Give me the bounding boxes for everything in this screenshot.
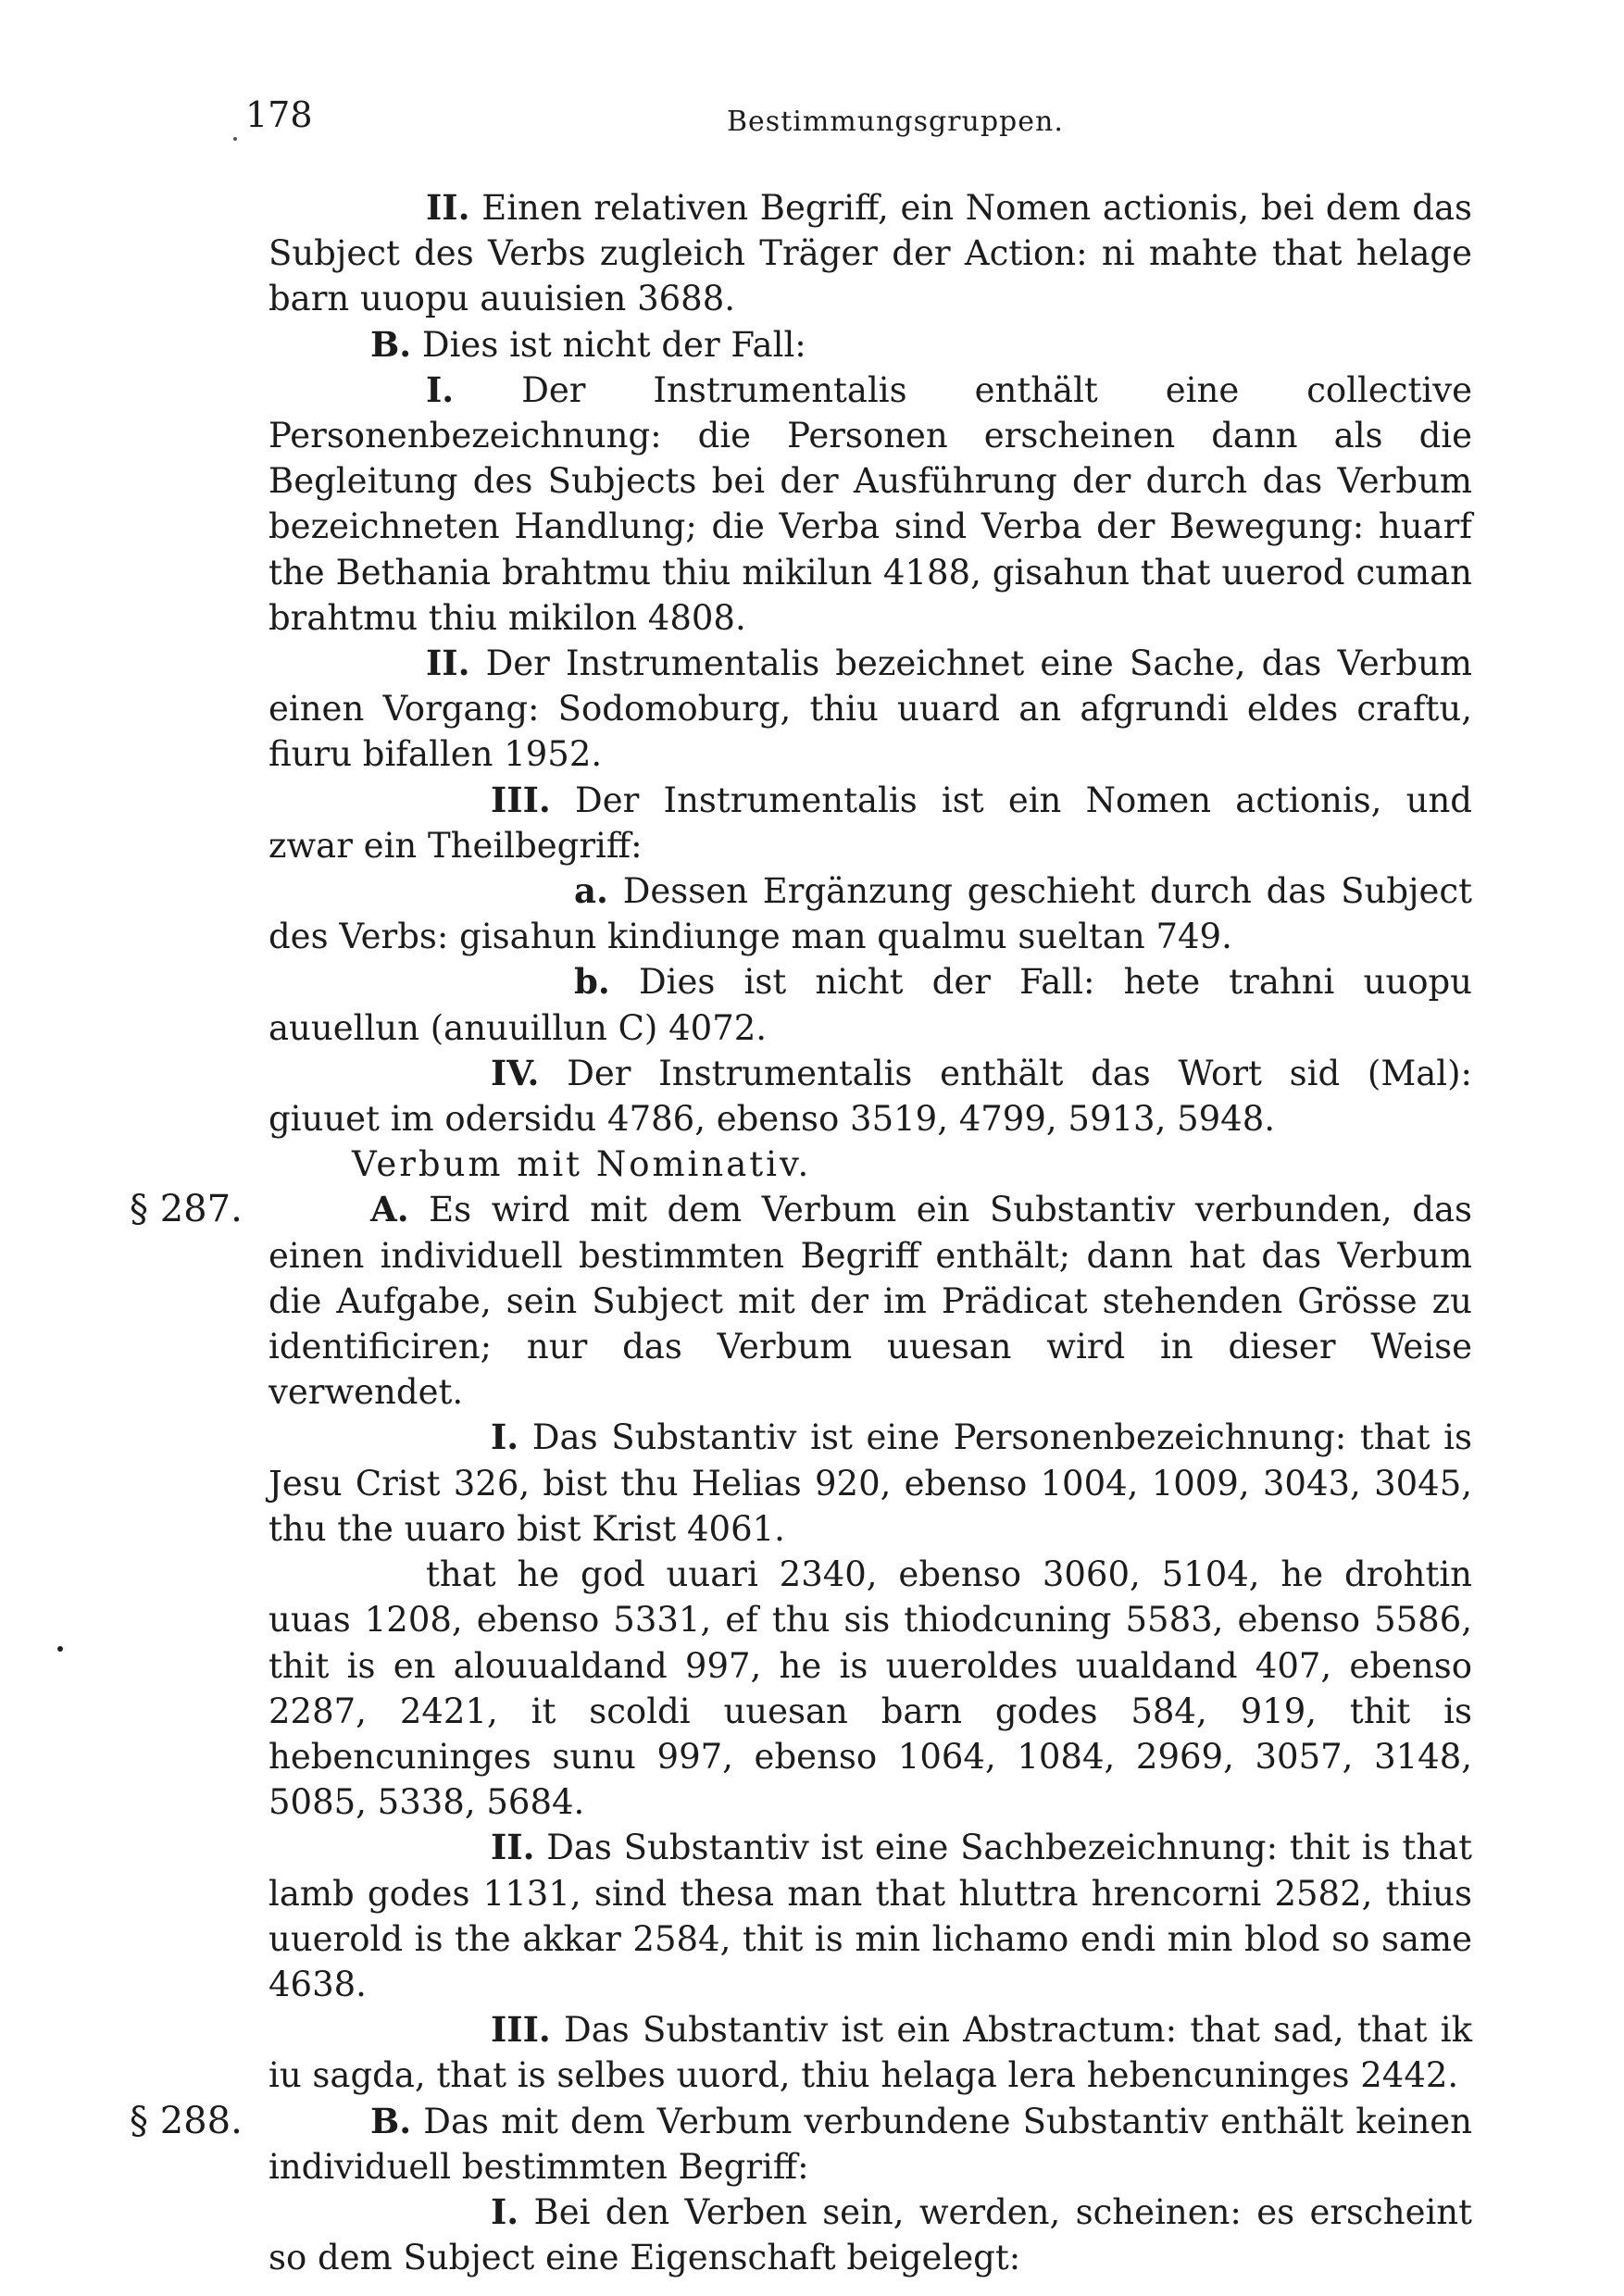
paragraph-text: Das mit dem Verbum verbundene Substantiv enthält keinen individuell bestimmten Begriff: bbox=[269, 2101, 1472, 2187]
paragraph bbox=[269, 2007, 1472, 2098]
page-header bbox=[245, 94, 1486, 150]
paragraph bbox=[269, 1051, 1472, 1142]
paragraph bbox=[269, 2190, 1472, 2280]
item-number: I. bbox=[491, 1416, 519, 1458]
item-number: A. bbox=[370, 1189, 409, 1230]
paragraph-text: Dies ist nicht der Fall: hete trahni uuopu auuellun (anuuillun C) 4072. bbox=[269, 962, 1473, 1048]
paragraph-text: Dessen Ergänzung geschieht durch das Subject des Verbs: gisahun kindiunge man qualmu sueltan 749. bbox=[269, 871, 1472, 957]
print-speck bbox=[233, 137, 237, 141]
item-number: b. bbox=[574, 961, 610, 1003]
paragraph bbox=[269, 959, 1472, 1050]
heading-text: Verbum mit Nominativ. bbox=[352, 1144, 812, 1185]
print-speck bbox=[57, 1646, 63, 1652]
paragraph-text: Es wird mit dem Verbum ein Substantiv verbunden, das einen individuell bestimmten Begriff enthält; dann hat das Verbum die Aufgabe, sein Subject mit der im Prädicat stehenden Grösse zu identificiren; nur das Verbum uuesan wird in dieser Weise verwendet. bbox=[269, 1190, 1472, 1413]
item-number: II. bbox=[426, 643, 470, 684]
item-number: a. bbox=[574, 870, 608, 912]
paragraph bbox=[269, 185, 1472, 322]
paragraph-text: Der Instrumentalis enthält eine collective Personenbezeichnung: die Personen erscheinen dann als die Begleitung des Subjects bei der Ausführung der durch das Verbum bezeichneten Handlung; die Verba sind Verba der Bewegung: huarf the Bethania brahtmu thiu mikilun 4188, gisahun that uuerod cuman brahtmu thiu mikilon 4808. bbox=[269, 369, 1472, 638]
paragraph bbox=[130, 1187, 1472, 1415]
paragraph bbox=[269, 1825, 1472, 2007]
item-number: II. bbox=[426, 187, 470, 228]
section-mark: § 288. bbox=[130, 2099, 243, 2142]
item-number: IV. bbox=[491, 1052, 540, 1093]
paragraph bbox=[130, 2099, 1472, 2190]
paragraph-text: Dies ist nicht der Fall: bbox=[421, 324, 806, 365]
section-heading bbox=[269, 1142, 1472, 1187]
item-number: III. bbox=[491, 2009, 551, 2051]
paragraph bbox=[269, 641, 1472, 778]
page-number: 178 bbox=[245, 94, 313, 135]
body-text bbox=[130, 185, 1473, 2280]
paragraph bbox=[269, 322, 1472, 368]
paragraph bbox=[269, 368, 1472, 641]
paragraph bbox=[269, 868, 1472, 959]
item-number: I. bbox=[426, 368, 455, 410]
item-number: II. bbox=[491, 1827, 535, 1868]
item-number: B. bbox=[370, 323, 412, 365]
paragraph bbox=[269, 778, 1472, 868]
paragraph-text: that he god uuari 2340, ebenso 3060, 5104, he drohtin uuas 1208, ebenso 5331, ef thu sis thiodcuning 5583, ebenso 5586, thit is en alouualdand 997, he is uueroldes uualdand 407, ebenso 2287, 2421, it scoldi uuesan barn godes 584, 919, thit is hebencuninges sunu 997, ebenso 1064, 1084, 2969, 3057, 3148, 5085, 5338, 5684. bbox=[269, 1554, 1472, 1823]
paragraph bbox=[269, 1552, 1472, 1825]
running-head: Bestimmungsgruppen. bbox=[727, 106, 1064, 138]
paragraph-text: Der Instrumentalis enthält das Wort sid (Mal): giuuet im odersidu 4786, ebenso 3519, 4799, 5913, 5948. bbox=[269, 1053, 1472, 1140]
paragraph-text: Einen relativen Begriff, ein Nomen actionis, bei dem das Subject des Verbs zugleich Träger der Action: ni mahte that helage barn uuopu auuisien 3688. bbox=[269, 188, 1472, 319]
paragraph-text: Bei den Verben sein, werden, scheinen: es erscheint so dem Subject eine Eigenschaft beigelegt: bbox=[269, 2191, 1472, 2278]
paragraph-text: Der Instrumentalis bezeichnet eine Sache, das Verbum einen Vorgang: Sodomoburg, thiu uuard an afgrundi eldes craftu, fiuru bifallen 1952. bbox=[269, 643, 1473, 775]
item-number: I. bbox=[491, 2190, 519, 2232]
paragraph-text: Der Instrumentalis ist ein Nomen actionis, und zwar ein Theilbegriff: bbox=[269, 780, 1472, 866]
paragraph-text: Das Substantiv ist eine Personenbezeichnung: that is Jesu Crist 326, bist thu Helias 920, ebenso 1004, 1009, 3043, 3045, thu the uuaro bist Krist 4061. bbox=[269, 1417, 1473, 1549]
paragraph bbox=[269, 1415, 1472, 1552]
item-number: III. bbox=[491, 779, 551, 820]
paragraph-text: Das Substantiv ist ein Abstractum: that sad, that ik iu sagda, that is selbes uuord, thiu helaga lera hebencuninges 2442. bbox=[269, 2010, 1472, 2096]
section-mark: § 287. bbox=[130, 1188, 243, 1231]
item-number: B. bbox=[370, 2100, 412, 2141]
paragraph-text: Das Substantiv ist eine Sachbezeichnung: thit is that lamb godes 1131, sind thesa man that hluttra hrencorni 2582, thius uuerold is the akkar 2584, thit is min lichamo endi min blod so same 4638. bbox=[269, 1828, 1472, 2004]
